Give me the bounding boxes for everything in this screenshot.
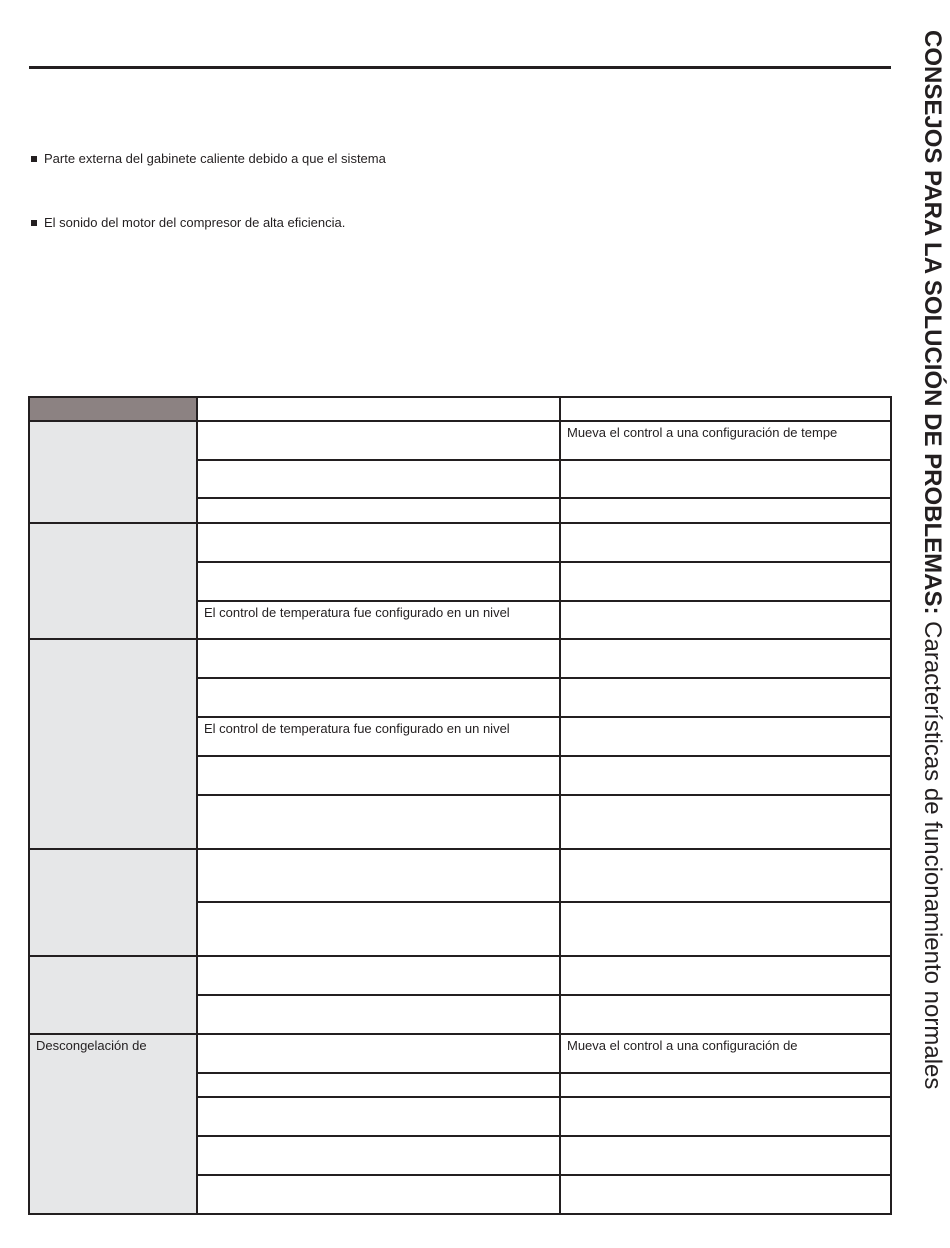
table-group-line xyxy=(29,1033,197,1035)
table-row-line xyxy=(197,1096,891,1098)
table-row-line xyxy=(197,994,891,996)
table-header-cell xyxy=(29,397,197,421)
side-title-bold: CONSEJOS PARA LA SOLUCIÓN DE PROBLEMAS: xyxy=(919,30,946,615)
table-group-line xyxy=(29,848,197,850)
table-row-line xyxy=(197,459,891,461)
bullet-text-2: El sonido del motor del compresor de alta eficiencia. xyxy=(44,215,346,230)
bullet-item-1 xyxy=(31,151,386,166)
bullet-square-icon xyxy=(31,156,37,162)
cell-row9-cause: El control de temperatura fue configurado en un nivel xyxy=(204,721,510,736)
table-group-line xyxy=(29,1213,197,1215)
table-row-line xyxy=(197,794,891,796)
table-row-line xyxy=(197,716,891,718)
bullet-item-2 xyxy=(31,215,345,230)
table-group-line xyxy=(29,955,197,957)
table-row-line xyxy=(197,848,891,850)
table-row-line xyxy=(197,955,891,957)
table-column-line xyxy=(28,396,30,1215)
cell-row1-remedy: Mueva el control a una configuración de tempe xyxy=(567,425,838,440)
side-title-rotated xyxy=(917,30,947,1089)
table-row-line xyxy=(197,561,891,563)
cell-group6-category: Descongelación de xyxy=(36,1038,147,1053)
table-row-line xyxy=(197,677,891,679)
bullet-square-icon xyxy=(31,220,37,226)
table-group-line xyxy=(29,396,197,398)
table-group-line xyxy=(29,638,197,640)
cell-row17-remedy: Mueva el control a una configuración de xyxy=(567,1038,798,1053)
cell-row6-cause: El control de temperatura fue configurado en un nivel xyxy=(204,605,510,620)
table-row-line xyxy=(197,1174,891,1176)
table-column-line xyxy=(196,396,198,1215)
table-row-line xyxy=(197,1213,891,1215)
table-row-line xyxy=(197,396,891,398)
top-rule xyxy=(29,66,891,69)
table-row-line xyxy=(197,901,891,903)
table-row-line xyxy=(197,1033,891,1035)
category-column xyxy=(29,421,197,1214)
table-row-line xyxy=(197,600,891,602)
table-column-line xyxy=(890,396,892,1215)
table-row-line xyxy=(197,522,891,524)
table-row-line xyxy=(197,1072,891,1074)
table-group-line xyxy=(29,522,197,524)
side-title-normal: Características de funcionamiento normales xyxy=(919,614,946,1090)
table-group-line xyxy=(29,420,197,422)
table-row-line xyxy=(197,497,891,499)
bullet-text-1: Parte externa del gabinete caliente debido a que el sistema xyxy=(44,151,386,166)
table-row-line xyxy=(197,638,891,640)
table-row-line xyxy=(197,755,891,757)
table-column-line xyxy=(559,396,561,1215)
table-row-line xyxy=(197,1135,891,1137)
table-row-line xyxy=(197,420,891,422)
